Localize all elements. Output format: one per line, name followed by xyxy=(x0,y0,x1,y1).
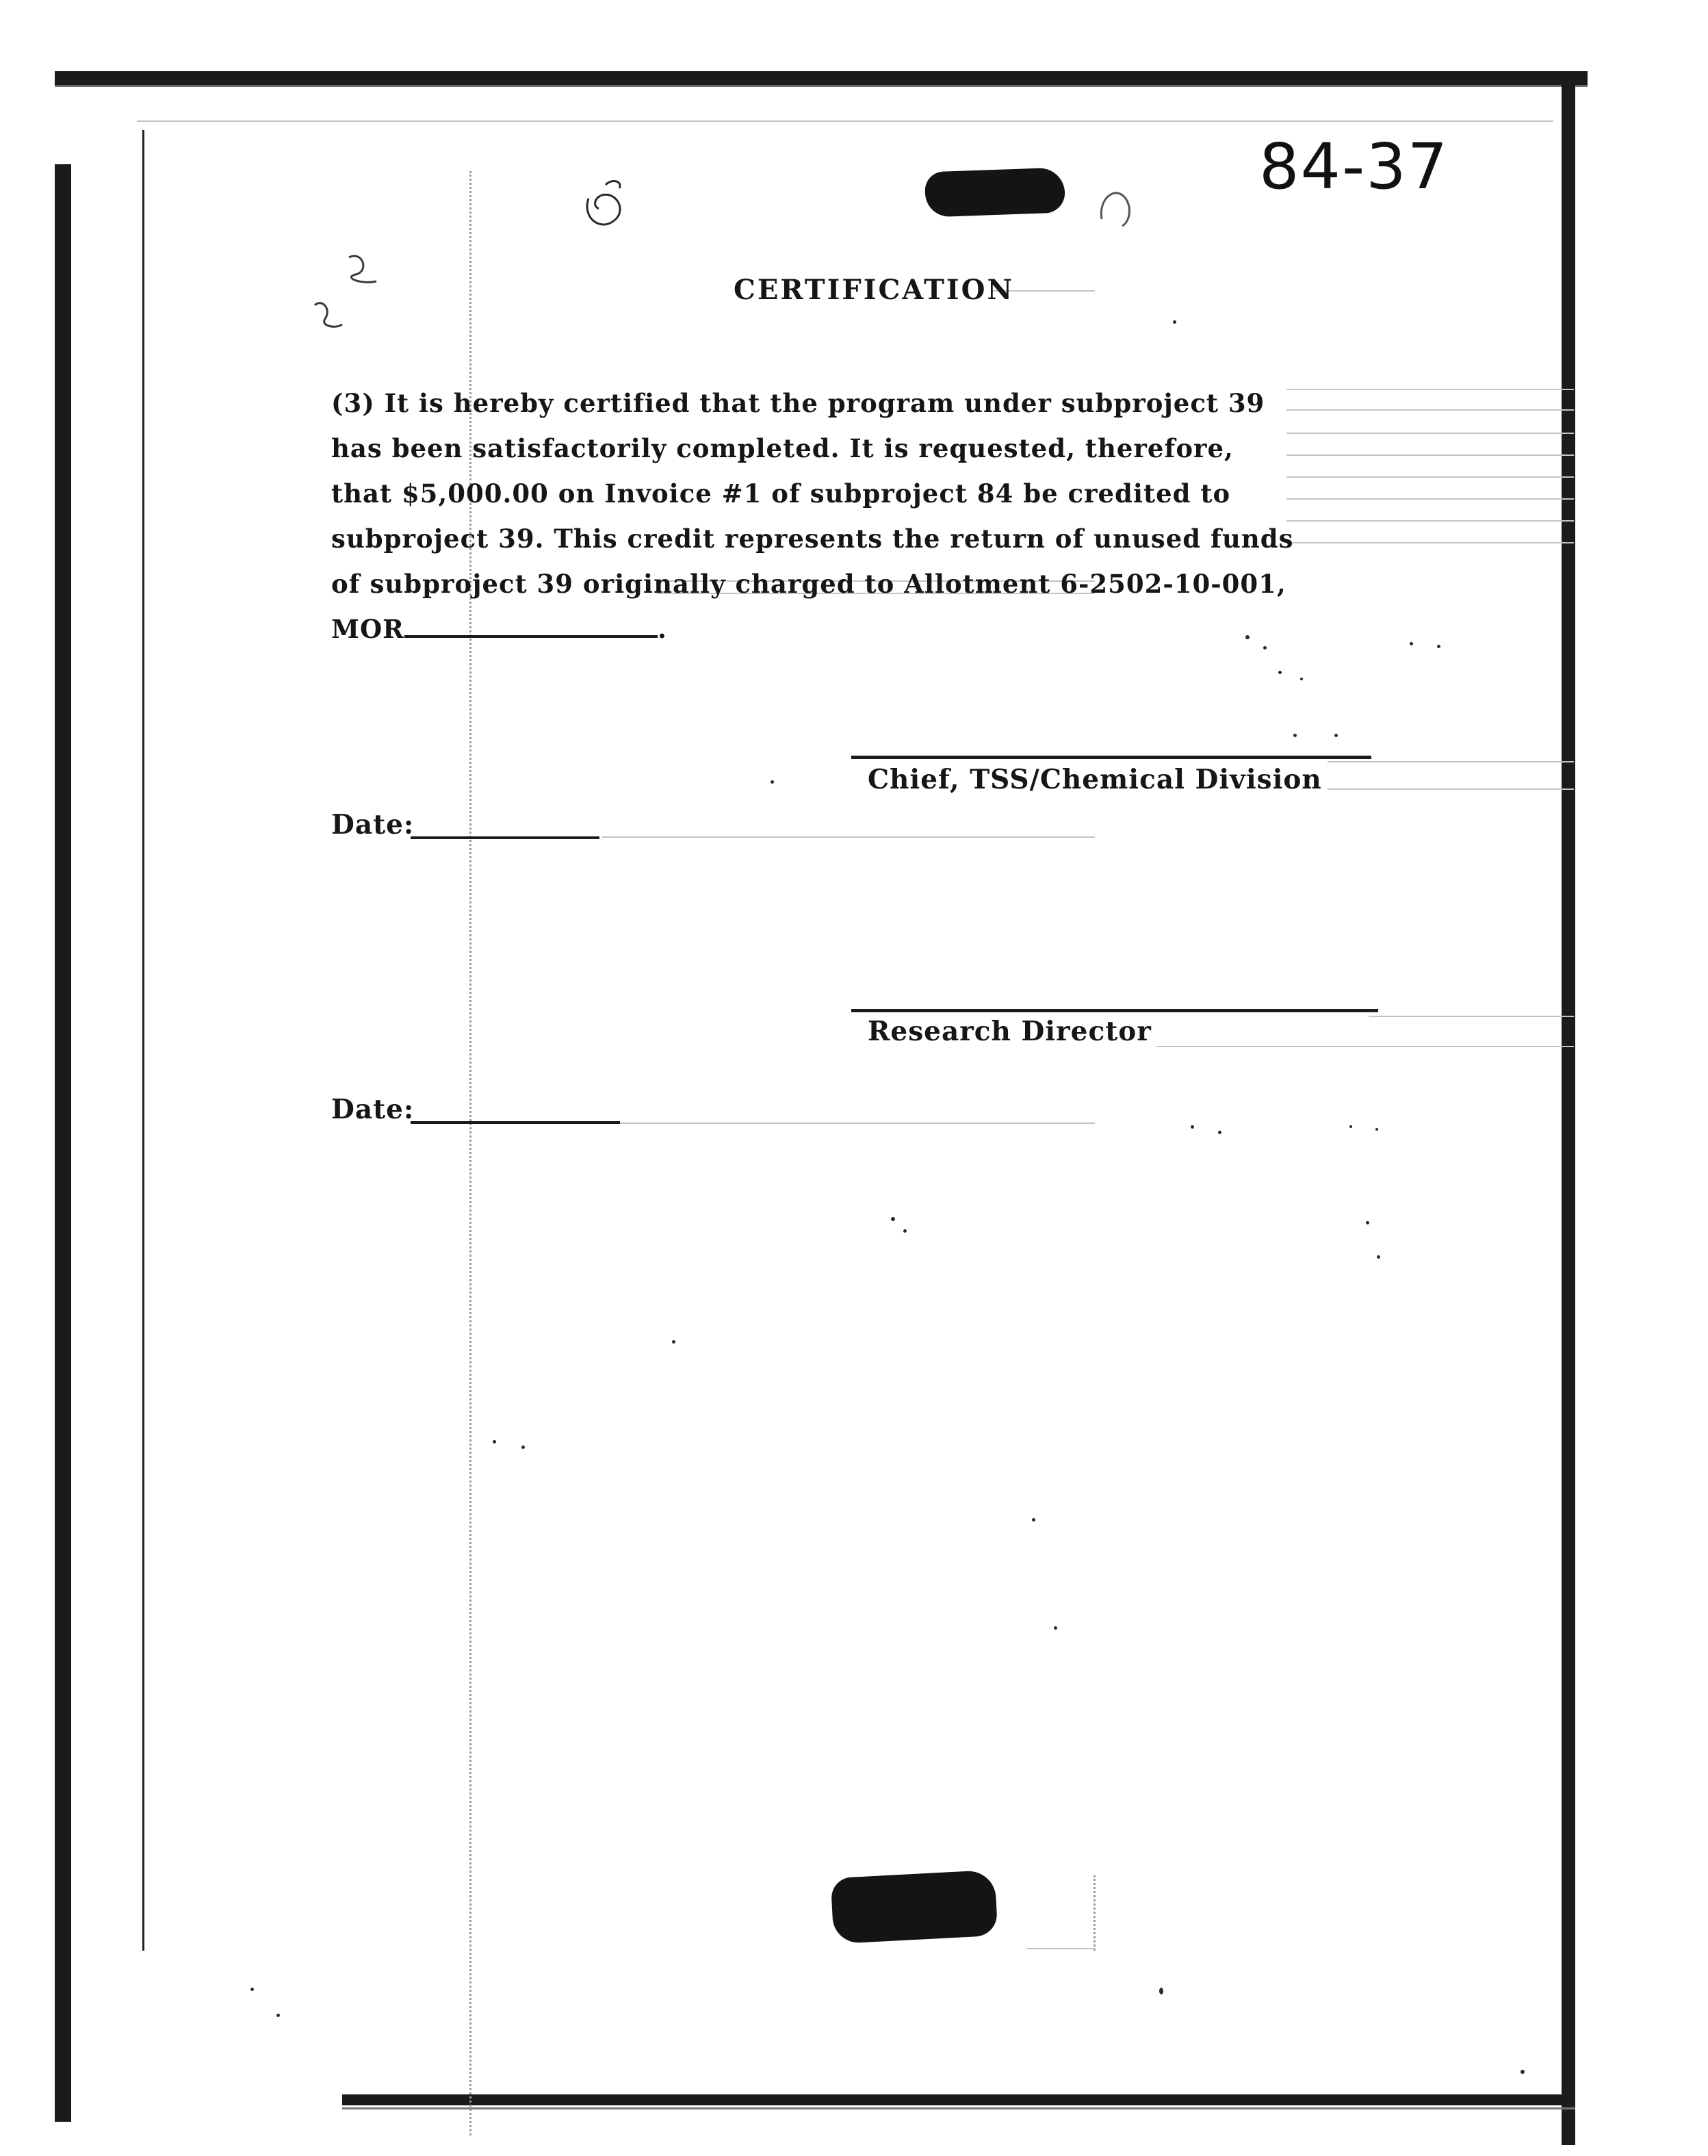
signature-title-chief: Chief, TSS/Chemical Division xyxy=(868,764,1322,795)
ghost-rule xyxy=(1328,788,1574,790)
scan-speck xyxy=(891,1217,895,1221)
document-number: 84-37 xyxy=(1259,130,1449,203)
ghost-rule xyxy=(616,1122,1095,1124)
paragraph-line: of subproject 39 originally charged to Allotment 6-2502-10-001, xyxy=(331,569,1286,599)
page-title: CERTIFICATION xyxy=(734,274,1015,306)
date-label-1: Date: xyxy=(331,809,415,840)
scan-speck xyxy=(1278,671,1282,674)
date-blank-2 xyxy=(411,1121,620,1124)
scan-speck xyxy=(1410,642,1413,645)
scan-speck xyxy=(1377,1255,1380,1259)
signature-line-director xyxy=(851,1009,1378,1012)
scan-border-top xyxy=(55,71,1588,85)
date-blank-1 xyxy=(411,836,599,839)
scan-speck xyxy=(1159,1988,1163,1994)
scan-speck xyxy=(771,780,774,784)
scan-speck xyxy=(1173,320,1176,324)
handwritten-scribble-icon xyxy=(1081,171,1150,233)
mor-blank xyxy=(404,635,658,638)
scan-border-top-edge xyxy=(55,85,1588,87)
redaction-block-bottom xyxy=(831,1870,998,1944)
scan-speck xyxy=(1191,1125,1194,1129)
ghost-rule xyxy=(1328,761,1574,762)
signature-line-chief xyxy=(851,756,1371,759)
scan-border-right xyxy=(1562,71,1575,2145)
redaction-block-top xyxy=(924,167,1065,217)
scan-speck xyxy=(493,1440,496,1443)
ghost-rule xyxy=(1369,1016,1574,1017)
scan-speck xyxy=(250,1988,254,1991)
scan-speck xyxy=(1054,1626,1057,1630)
mor-label: MOR xyxy=(331,614,404,644)
handwritten-scribble-icon xyxy=(575,171,657,240)
scan-speck xyxy=(1437,645,1440,648)
scan-speck xyxy=(276,2014,280,2017)
scan-speck xyxy=(1218,1131,1221,1134)
scan-speck xyxy=(672,1340,675,1344)
paragraph-line: subproject 39. This credit represents the return of unused funds xyxy=(331,524,1294,554)
ghost-rule xyxy=(602,836,1095,838)
scan-border-bottom-edge xyxy=(342,2107,1575,2109)
paragraph-line: (3) It is hereby certified that the program under subproject 39 xyxy=(331,388,1265,418)
ghost-rule xyxy=(1156,1046,1574,1047)
signature-title-director: Research Director xyxy=(868,1016,1152,1047)
date-label-2: Date: xyxy=(331,1094,415,1125)
paragraph-line: has been satisfactorily completed. It is requested, therefore, xyxy=(331,433,1234,463)
ghost-rule xyxy=(137,120,1553,122)
scan-speck xyxy=(903,1229,907,1233)
scan-speck xyxy=(1334,734,1338,737)
scan-speck xyxy=(1375,1128,1378,1131)
scan-speck xyxy=(521,1446,525,1449)
scan-speck xyxy=(1293,734,1297,737)
page-margin-rule xyxy=(142,130,144,1951)
scan-speck xyxy=(1366,1221,1369,1224)
scan-speck xyxy=(1349,1125,1352,1128)
ghost-rule xyxy=(1026,1948,1095,1949)
mor-period: . xyxy=(657,614,667,644)
mor-line xyxy=(331,606,1399,652)
paragraph-line: that $5,000.00 on Invoice #1 of subproject 84 be credited to xyxy=(331,478,1231,509)
scan-border-bottom xyxy=(342,2094,1575,2105)
scan-speck xyxy=(1521,2070,1525,2074)
dotted-guide-line-bottom xyxy=(1094,1875,1096,1951)
certification-paragraph xyxy=(331,381,1399,652)
scan-speck xyxy=(1032,1518,1035,1522)
scan-speck xyxy=(1300,678,1303,680)
handwritten-scribble-icon xyxy=(294,244,397,339)
scan-border-left xyxy=(55,164,71,2122)
